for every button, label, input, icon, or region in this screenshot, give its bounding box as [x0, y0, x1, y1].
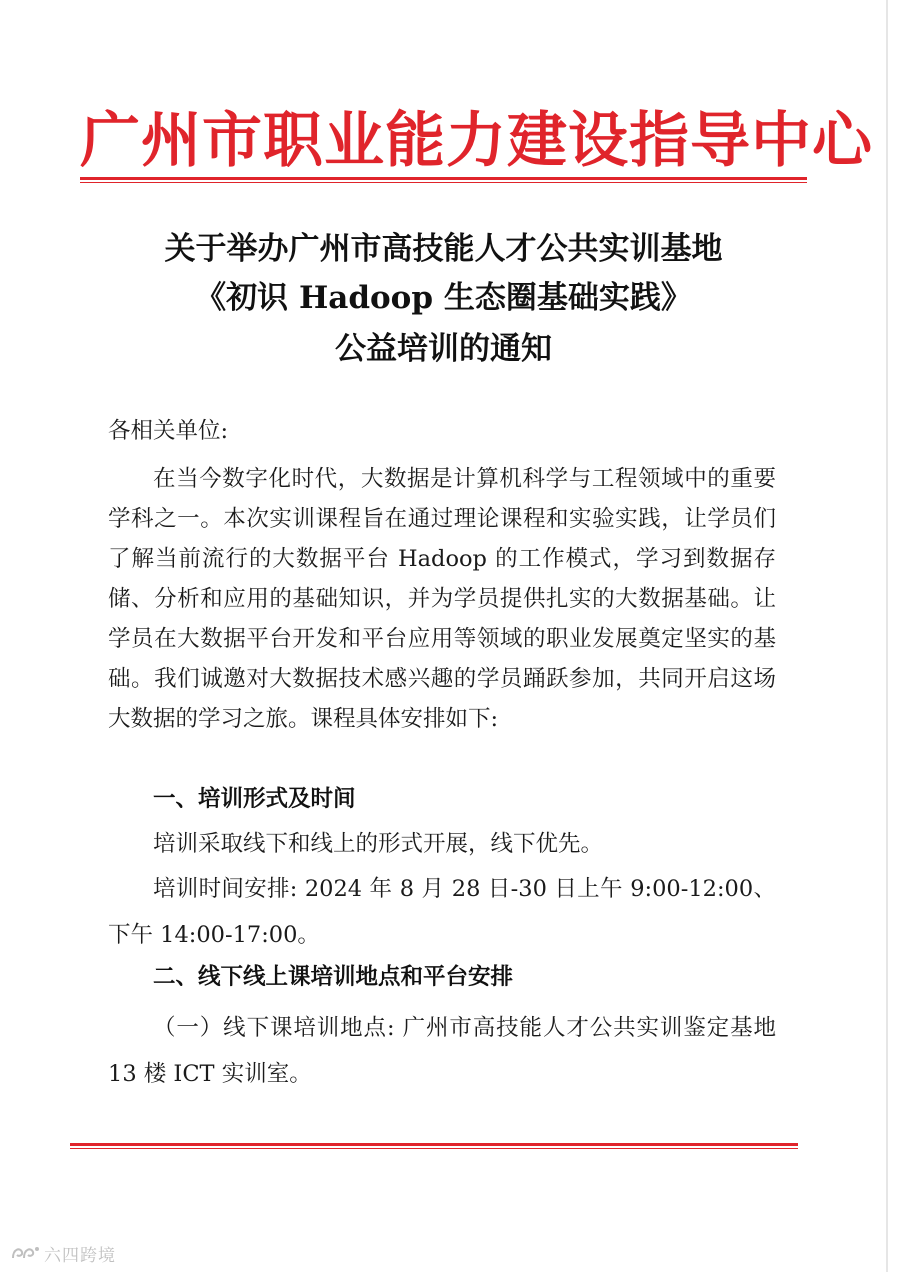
watermark-logo-icon	[10, 1243, 40, 1263]
training-time-paragraph: 培训时间安排: 2024 年 8 月 28 日-30 日上午 9:00-12:00、下午 14:00-17:00。	[108, 876, 776, 948]
salutation: 各相关单位:	[108, 418, 229, 444]
header-divider-thin	[80, 182, 807, 183]
organization-header: 广州市职业能力建设指导中心	[80, 106, 873, 176]
section-1-heading: 一、培训形式及时间	[153, 786, 356, 812]
watermark	[10, 1240, 116, 1266]
training-format-paragraph: 培训采取线下和线上的形式开展，线下优先。	[153, 831, 604, 857]
intro-paragraph: 在当今数字化时代，大数据是计算机科学与工程领域中的重要学科之一。本次实训课程旨在通过理论课程和实验实践，让学员们了解当前流行的大数据平台 Hadoop 的工作模式，学习到数据存储、分析和应用的基础知识，并为学员提供扎实的大数据基础。让学员在大数据平台开发和平台应用等领域的职业发展奠定坚实的基础。我们诚邀对大数据技术感兴趣的学员踊跃参加，共同开启这场大数据的学习之旅。课程具体安排如下:	[108, 466, 776, 732]
offline-venue-paragraph: （一）线下课培训地点: 广州市高技能人才公共实训鉴定基地 13 楼 ICT 实训室。	[108, 1015, 776, 1087]
watermark-text: 六四跨境	[44, 1245, 116, 1266]
notice-title-line-1: 关于举办广州市高技能人才公共实训基地	[164, 231, 723, 267]
footer-divider-thin	[70, 1148, 798, 1149]
footer-divider-thick	[70, 1143, 798, 1146]
section-2-heading: 二、线下线上课培训地点和平台安排	[153, 964, 514, 990]
notice-title-line-3: 公益培训的通知	[335, 331, 552, 367]
scan-edge-line	[886, 0, 888, 1272]
header-divider-thick	[80, 177, 807, 180]
notice-title-line-2: 《初识 Hadoop 生态圈基础实践》	[195, 280, 692, 316]
